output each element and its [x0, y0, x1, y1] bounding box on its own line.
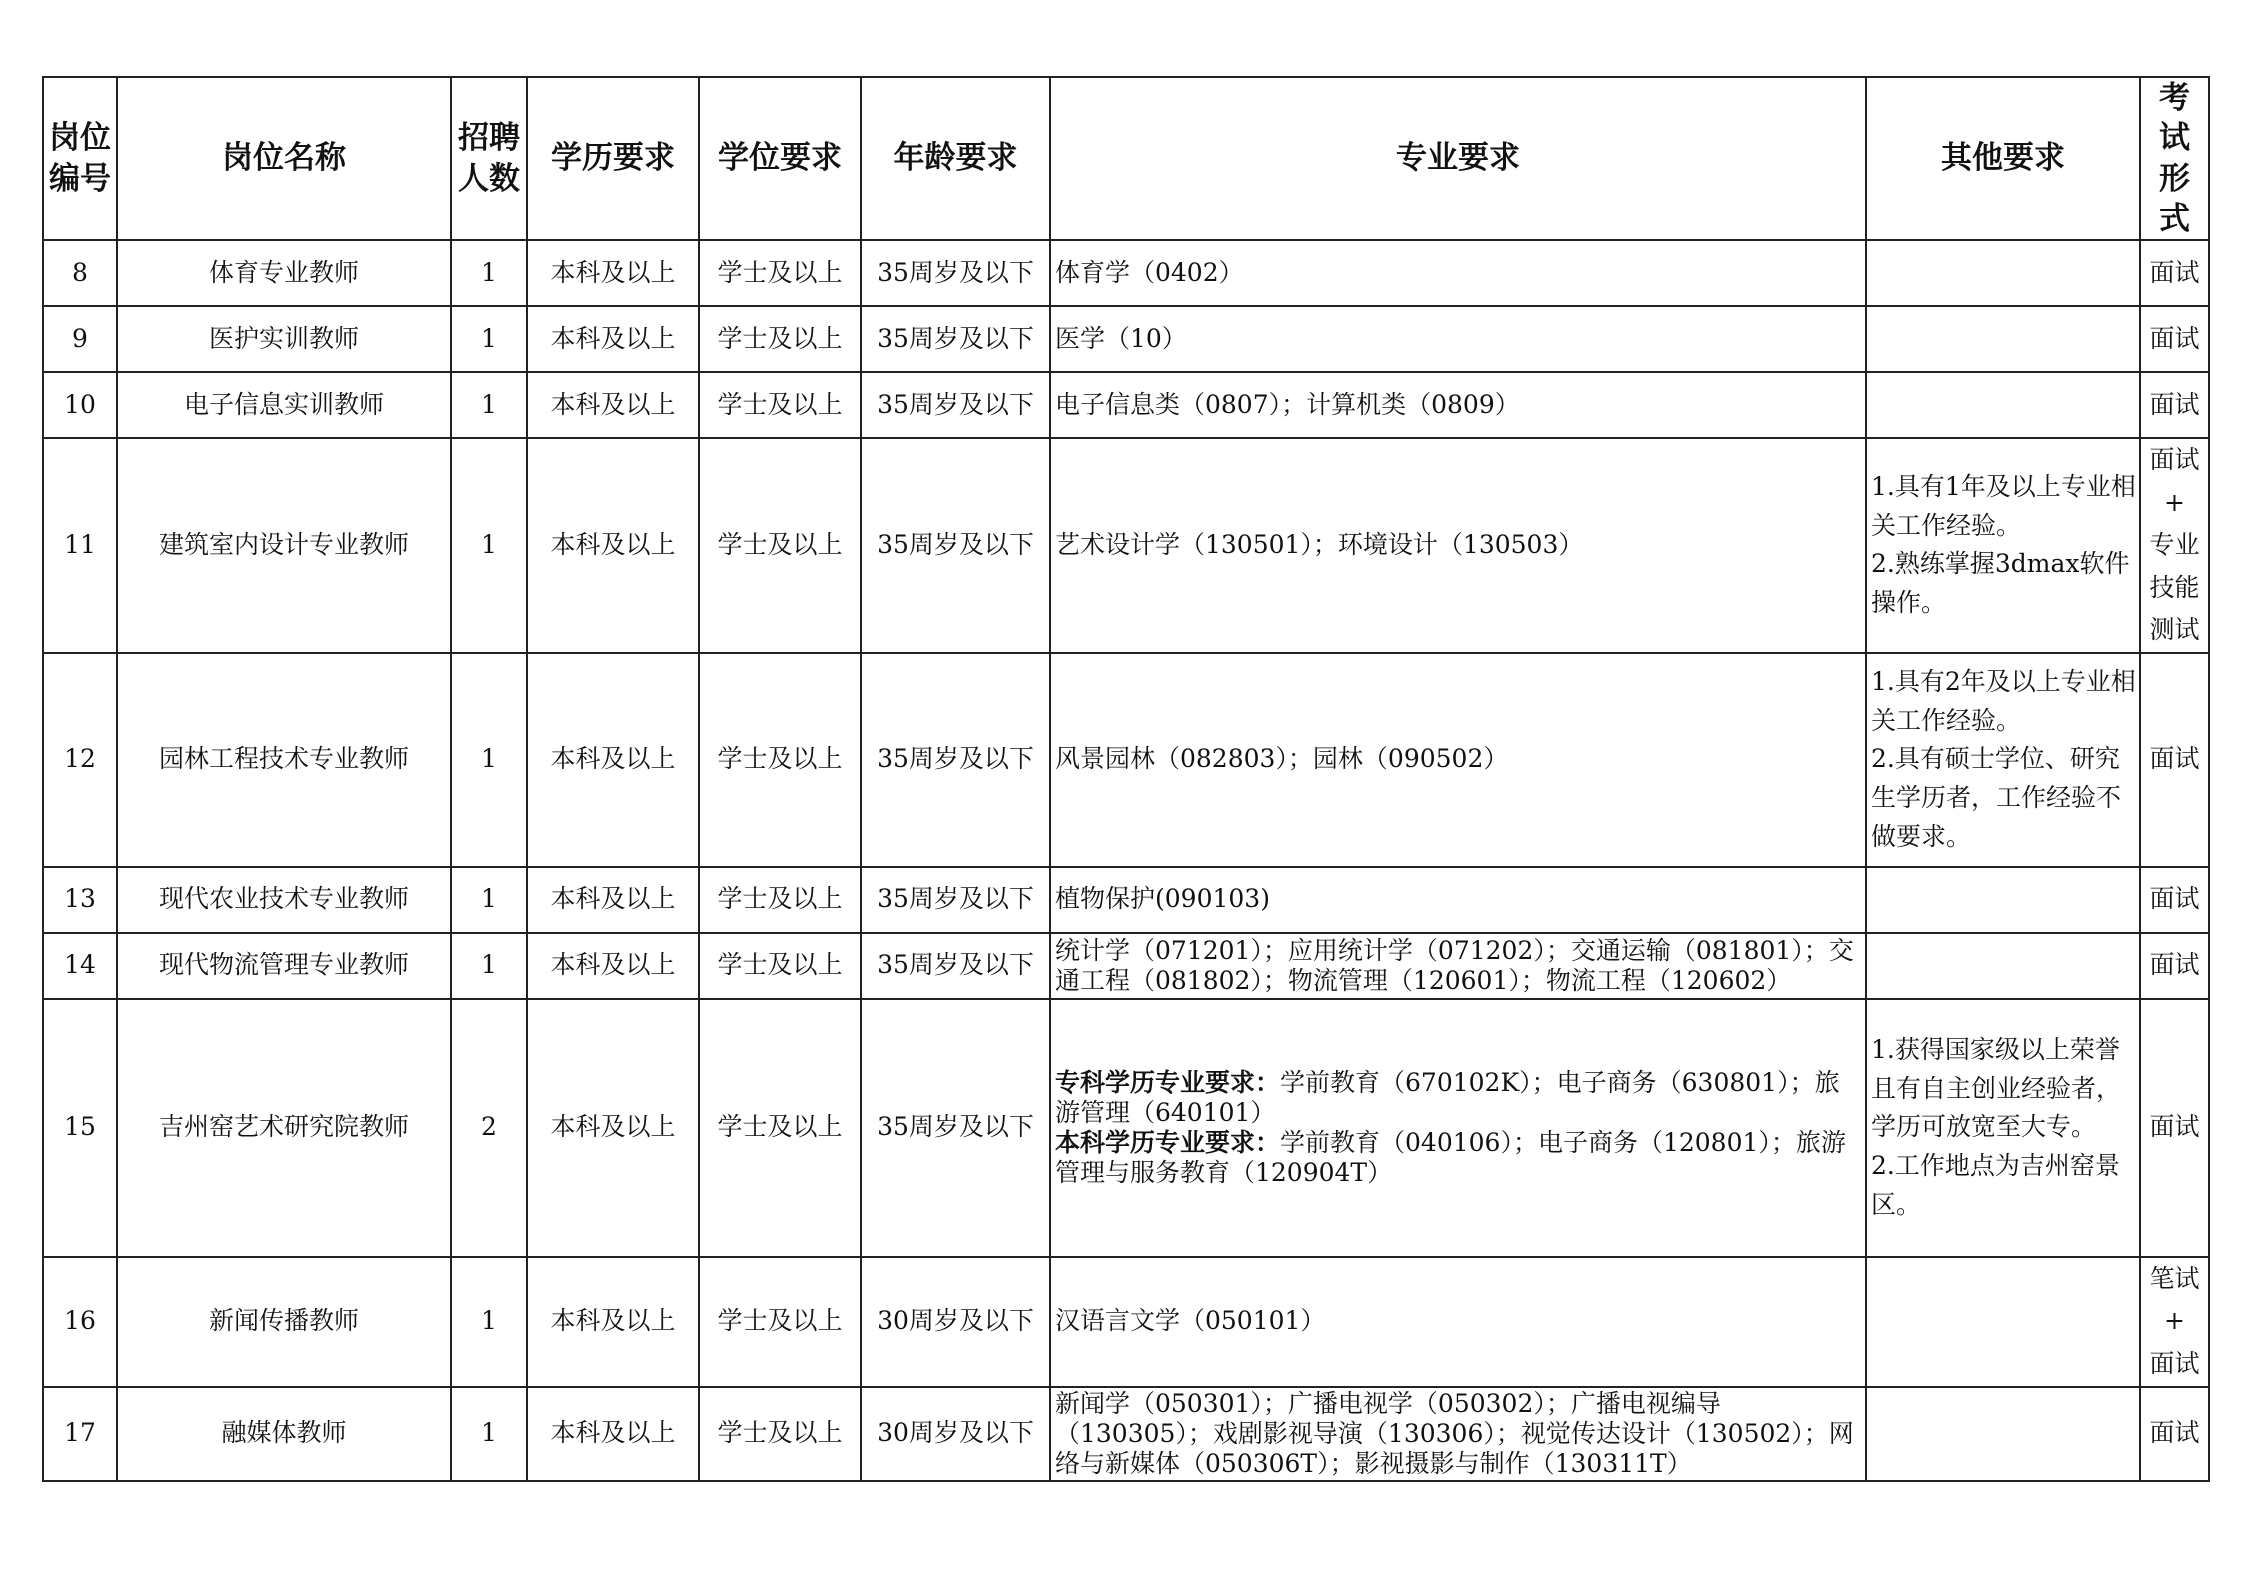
major-cell: 体育学（0402） — [1050, 240, 1866, 306]
position-id-cell: 10 — [43, 372, 117, 438]
header-id: 岗位编号 — [43, 77, 117, 240]
major-cell: 风景园林（082803）；园林（090502） — [1050, 653, 1866, 867]
position-id-cell: 14 — [43, 933, 117, 999]
recruit-count-cell: 1 — [451, 653, 527, 867]
education-cell: 本科及以上 — [527, 372, 699, 438]
major-cell: 新闻学（050301）；广播电视学（050302）；广播电视编导（130305）；戏剧影视导演（130306）；视觉传达设计（130502）；网络与新媒体（050306T）；影视摄影与制作（130311T） — [1050, 1387, 1866, 1481]
other-requirement-item: 1.具有2年及以上专业相关工作经验。 — [1871, 666, 2136, 735]
other-requirement-item: 2.熟练掌握3dmax软件操作。 — [1871, 549, 2130, 618]
exam-form-part: 面试 — [2149, 884, 2200, 914]
recruitment-table-page — [42, 76, 2208, 1482]
recruit-count-cell: 1 — [451, 240, 527, 306]
position-name-cell: 现代农业技术专业教师 — [117, 867, 451, 933]
major-part-text: 学前教育（670102K）；电子商务（630801）；旅游管理（640101） — [1055, 1067, 1840, 1127]
header-major: 专业要求 — [1050, 77, 1866, 240]
degree-cell: 学士及以上 — [699, 999, 861, 1257]
exam-form-cell — [2140, 867, 2209, 933]
exam-form-part: 面试 — [2149, 389, 2200, 419]
header-edu: 学历要求 — [527, 77, 699, 240]
degree-cell: 学士及以上 — [699, 240, 861, 306]
recruitment-table — [42, 76, 2210, 1482]
education-cell: 本科及以上 — [527, 240, 699, 306]
degree-cell: 学士及以上 — [699, 306, 861, 372]
education-cell: 本科及以上 — [527, 438, 699, 653]
table-row — [43, 653, 2209, 867]
age-cell: 35周岁及以下 — [861, 306, 1050, 372]
header-count: 招聘人数 — [451, 77, 527, 240]
major-cell: 植物保护(090103) — [1050, 867, 1866, 933]
age-cell: 35周岁及以下 — [861, 372, 1050, 438]
table-row — [43, 867, 2209, 933]
major-cell: 医学（10） — [1050, 306, 1866, 372]
position-id-cell: 12 — [43, 653, 117, 867]
recruit-count-cell: 1 — [451, 1387, 527, 1481]
age-cell: 35周岁及以下 — [861, 867, 1050, 933]
major-part — [1055, 1128, 1862, 1188]
position-id-cell: 16 — [43, 1257, 117, 1387]
age-cell: 30周岁及以下 — [861, 1387, 1050, 1481]
other-requirements-cell — [1866, 999, 2140, 1257]
other-requirements-cell — [1866, 306, 2140, 372]
exam-form-part: 面试 — [2149, 257, 2200, 287]
table-row — [43, 933, 2209, 999]
table-row — [43, 999, 2209, 1257]
position-name-cell: 园林工程技术专业教师 — [117, 653, 451, 867]
header-exam: 考试形式 — [2140, 77, 2209, 240]
recruit-count-cell: 1 — [451, 933, 527, 999]
other-requirement-item: 1.具有1年及以上专业相关工作经验。 — [1871, 471, 2136, 540]
recruit-count-cell: 1 — [451, 867, 527, 933]
position-name-cell: 电子信息实训教师 — [117, 372, 451, 438]
exam-form-cell — [2140, 933, 2209, 999]
other-requirements-cell — [1866, 372, 2140, 438]
degree-cell: 学士及以上 — [699, 653, 861, 867]
recruit-count-cell: 2 — [451, 999, 527, 1257]
exam-form-cell — [2140, 240, 2209, 306]
table-row — [43, 438, 2209, 653]
other-requirement-item: 2.工作地点为吉州窑景区。 — [1871, 1151, 2120, 1219]
exam-form-part: 面试 — [2149, 323, 2200, 353]
other-requirements-cell — [1866, 1257, 2140, 1387]
age-cell: 35周岁及以下 — [861, 999, 1050, 1257]
position-id-cell: 17 — [43, 1387, 117, 1481]
exam-form-cell — [2140, 372, 2209, 438]
position-id-cell: 8 — [43, 240, 117, 306]
major-cell: 艺术设计学（130501）；环境设计（130503） — [1050, 438, 1866, 653]
degree-cell: 学士及以上 — [699, 1387, 861, 1481]
table-body — [43, 240, 2209, 1481]
position-name-cell: 体育专业教师 — [117, 240, 451, 306]
education-cell: 本科及以上 — [527, 1257, 699, 1387]
other-requirements-cell — [1866, 933, 2140, 999]
exam-form-part: 面试 — [2149, 1348, 2200, 1378]
other-requirement-item: 2.具有硕士学位、研究生学历者，工作经验不做要求。 — [1871, 744, 2122, 851]
exam-form-cell — [2140, 999, 2209, 1257]
education-cell: 本科及以上 — [527, 1387, 699, 1481]
major-cell: 统计学（071201）；应用统计学（071202）；交通运输（081801）；交通工程（081802）；物流管理（120601）；物流工程（120602） — [1050, 933, 1866, 999]
position-id-cell: 9 — [43, 306, 117, 372]
degree-cell: 学士及以上 — [699, 867, 861, 933]
degree-cell: 学士及以上 — [699, 933, 861, 999]
exam-form-part: 面试 — [2149, 445, 2200, 475]
exam-form-part: 专业 — [2149, 530, 2200, 560]
table-row — [43, 1387, 2209, 1481]
recruit-count-cell: 1 — [451, 372, 527, 438]
degree-cell: 学士及以上 — [699, 1257, 861, 1387]
other-requirement-item: 1.获得国家级以上荣誉且有自主创业经验者，学历可放宽至大专。 — [1871, 1034, 2122, 1142]
recruit-count-cell: 1 — [451, 1257, 527, 1387]
exam-form-cell — [2140, 653, 2209, 867]
age-cell: 35周岁及以下 — [861, 240, 1050, 306]
position-name-cell: 融媒体教师 — [117, 1387, 451, 1481]
major-part-label: 本科学历专业要求： — [1055, 1127, 1281, 1157]
position-id-cell: 15 — [43, 999, 117, 1257]
header-other: 其他要求 — [1866, 77, 2140, 240]
education-cell: 本科及以上 — [527, 933, 699, 999]
education-cell: 本科及以上 — [527, 653, 699, 867]
recruit-count-cell: 1 — [451, 438, 527, 653]
header-name: 岗位名称 — [117, 77, 451, 240]
age-cell: 30周岁及以下 — [861, 1257, 1050, 1387]
other-requirements-cell — [1866, 438, 2140, 653]
position-name-cell: 建筑室内设计专业教师 — [117, 438, 451, 653]
education-cell: 本科及以上 — [527, 306, 699, 372]
age-cell: 35周岁及以下 — [861, 438, 1050, 653]
major-part-label: 专科学历专业要求： — [1055, 1067, 1281, 1097]
exam-form-part: 技能 — [2149, 572, 2200, 602]
recruit-count-cell: 1 — [451, 306, 527, 372]
exam-form-part: + — [2164, 1306, 2185, 1336]
major-part — [1055, 1068, 1862, 1128]
position-name-cell: 现代物流管理专业教师 — [117, 933, 451, 999]
position-id-cell: 11 — [43, 438, 117, 653]
degree-cell: 学士及以上 — [699, 372, 861, 438]
header-degree: 学位要求 — [699, 77, 861, 240]
other-requirements-cell — [1866, 1387, 2140, 1481]
table-row — [43, 372, 2209, 438]
exam-form-cell — [2140, 1387, 2209, 1481]
exam-form-part: 面试 — [2149, 1112, 2200, 1142]
position-id-cell: 13 — [43, 867, 117, 933]
major-cell — [1050, 999, 1866, 1257]
exam-form-part: 面试 — [2149, 1418, 2200, 1448]
exam-form-part: 笔试 — [2149, 1263, 2200, 1293]
exam-form-part: 面试 — [2149, 950, 2200, 980]
major-cell: 汉语言文学（050101） — [1050, 1257, 1866, 1387]
education-cell: 本科及以上 — [527, 999, 699, 1257]
position-name-cell: 吉州窑艺术研究院教师 — [117, 999, 451, 1257]
major-cell: 电子信息类（0807）；计算机类（0809） — [1050, 372, 1866, 438]
table-row — [43, 240, 2209, 306]
major-part-text: 学前教育（040106）；电子商务（120801）；旅游管理与服务教育（120904T） — [1055, 1127, 1846, 1187]
other-requirements-cell — [1866, 867, 2140, 933]
header-row — [43, 77, 2209, 240]
exam-form-cell — [2140, 438, 2209, 653]
position-name-cell: 医护实训教师 — [117, 306, 451, 372]
age-cell: 35周岁及以下 — [861, 933, 1050, 999]
exam-form-cell — [2140, 1257, 2209, 1387]
degree-cell: 学士及以上 — [699, 438, 861, 653]
position-name-cell: 新闻传播教师 — [117, 1257, 451, 1387]
other-requirements-cell — [1866, 653, 2140, 867]
table-row — [43, 306, 2209, 372]
exam-form-part: + — [2164, 487, 2185, 517]
exam-form-part: 测试 — [2149, 615, 2200, 645]
exam-form-cell — [2140, 306, 2209, 372]
age-cell: 35周岁及以下 — [861, 653, 1050, 867]
header-age: 年龄要求 — [861, 77, 1050, 240]
table-row — [43, 1257, 2209, 1387]
other-requirements-cell — [1866, 240, 2140, 306]
education-cell: 本科及以上 — [527, 867, 699, 933]
exam-form-part: 面试 — [2149, 744, 2200, 774]
